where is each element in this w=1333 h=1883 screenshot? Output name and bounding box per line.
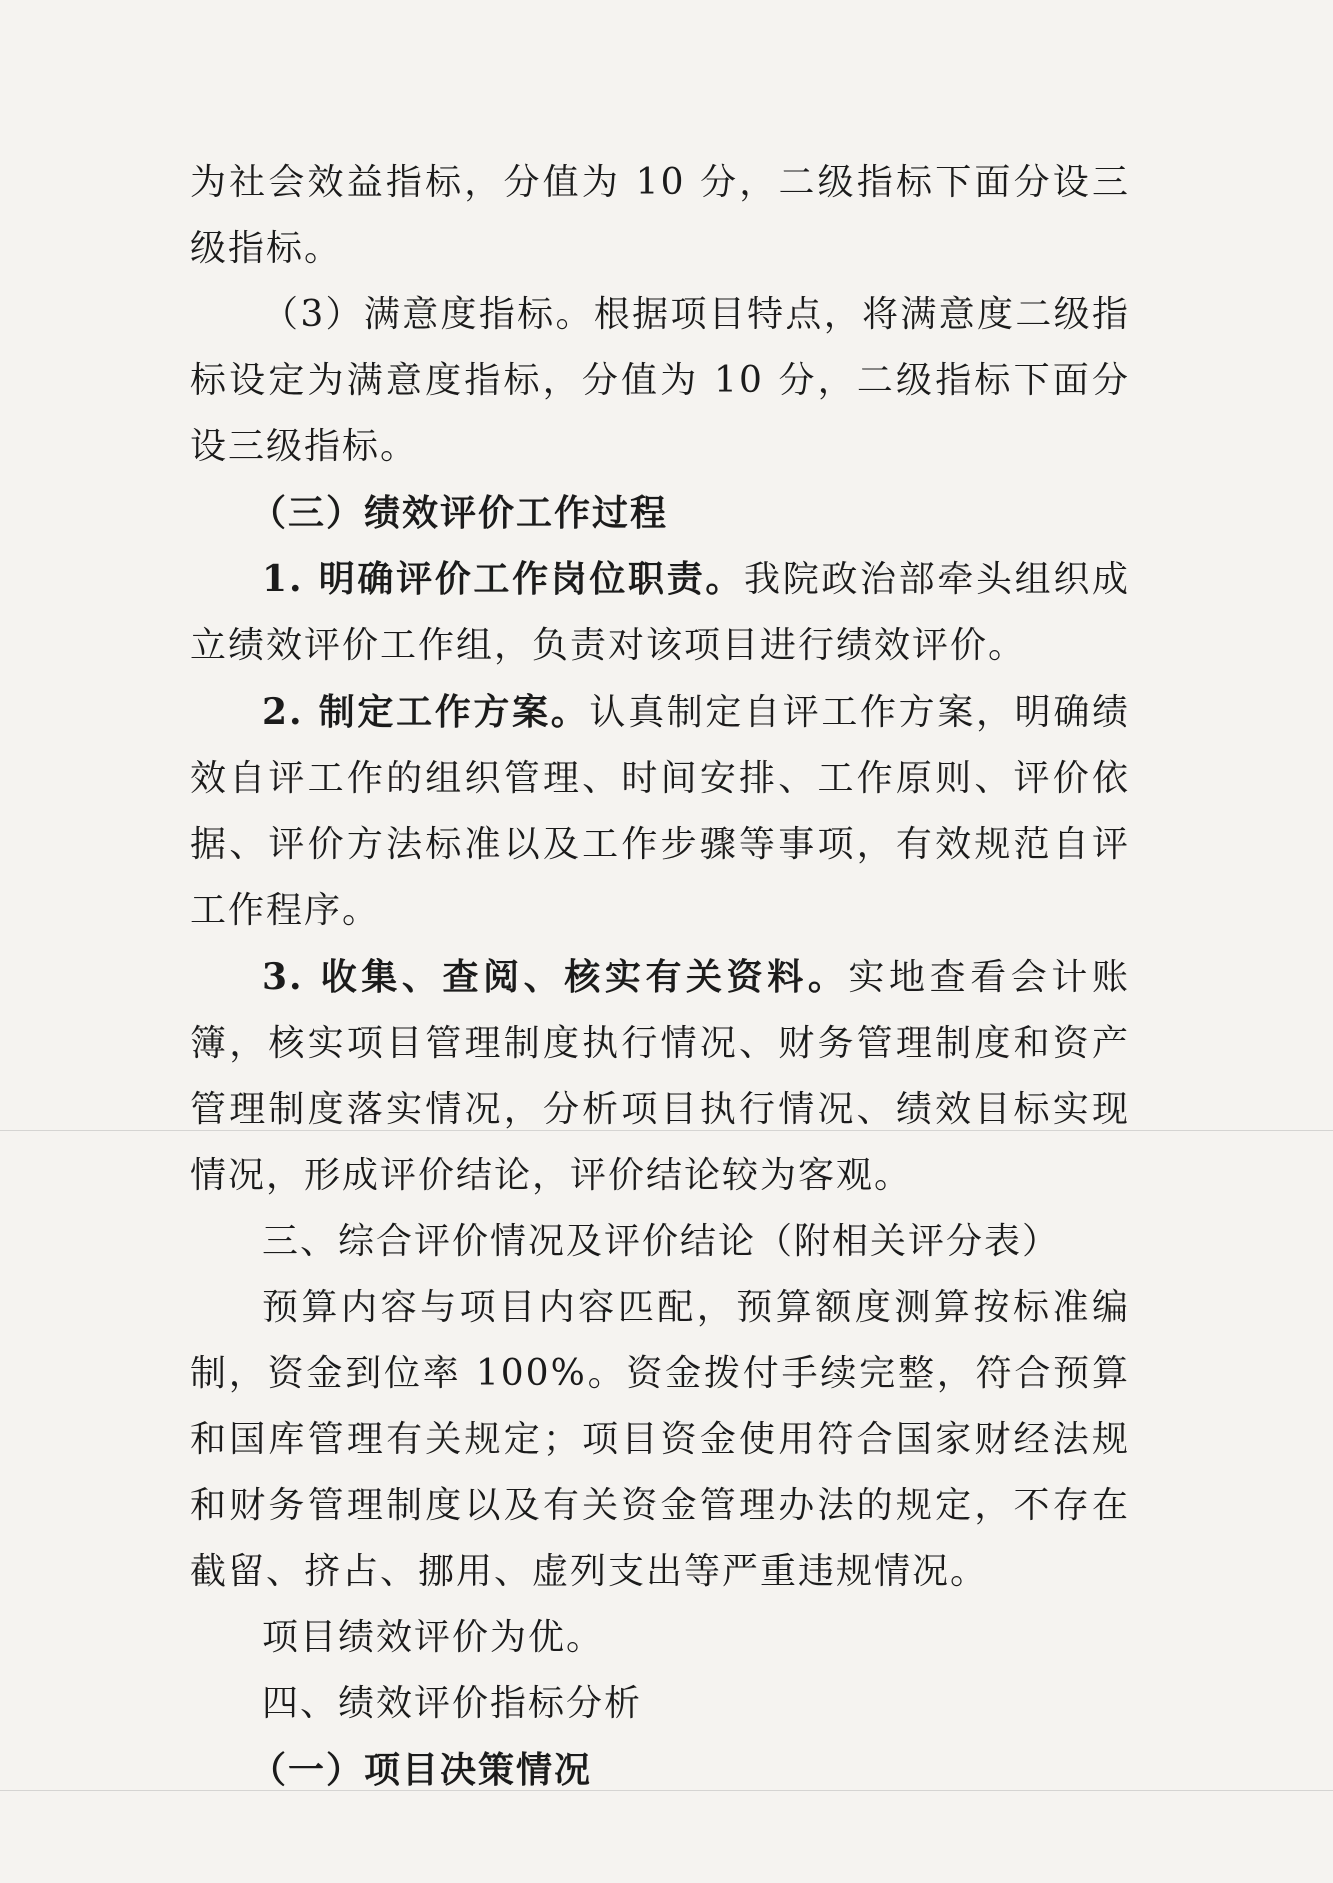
paragraph: 为社会效益指标，分值为 10 分，二级指标下面分设三级指标。 xyxy=(190,162,1130,269)
section-heading: 四、绩效评价指标分析 xyxy=(262,1683,643,1724)
paragraph-lead: 3. 收集、查阅、核实有关资料。 xyxy=(262,956,849,998)
section-heading: （一）项目决策情况 xyxy=(250,1749,593,1791)
paragraph-text: 实地查看会计账簿，核实项目管理制度执行情况、财务管理制度和资产管理制度落实情况，分析项目执行情况、绩效目标实现情况，形成评价结论，评价结论较为客观。 xyxy=(190,957,1130,1196)
paragraph-lead: 2. 制定工作方案。 xyxy=(262,691,590,733)
paragraph-text: 认真制定自评工作方案，明确绩效自评工作的组织管理、时间安排、工作原则、评价依据、评价方法标准以及工作步骤等事项，有效规范自评工作程序。 xyxy=(190,692,1130,931)
paragraph-lead: 1. 明确评价工作岗位职责。 xyxy=(262,558,745,600)
paragraph: （3）满意度指标。根据项目特点，将满意度二级指标设定为满意度指标，分值为 10 分，二级指标下面分设三级指标。 xyxy=(190,294,1130,467)
section-heading: （三）绩效评价工作过程 xyxy=(250,492,669,534)
paragraph xyxy=(190,679,1130,944)
paragraph-text: 我院政治部牵头组织成立绩效评价工作组，负责对该项目进行绩效评价。 xyxy=(190,559,1130,666)
paragraph xyxy=(190,944,1130,1209)
paragraph xyxy=(190,546,1130,679)
document-body xyxy=(190,150,1130,1803)
paragraph: 预算内容与项目内容匹配，预算额度测算按标准编制，资金到位率 100%。资金拨付手续完整，符合预算和国库管理有关规定；项目资金使用符合国家财经法规和财务管理制度以及有关资金管理办法的规定，不存在截留、挤占、挪用、虚列支出等严重违规情况。 xyxy=(190,1287,1130,1592)
paragraph: 项目绩效评价为优。 xyxy=(262,1617,605,1658)
section-heading: 三、综合评价情况及评价结论（附相关评分表） xyxy=(262,1221,1061,1262)
